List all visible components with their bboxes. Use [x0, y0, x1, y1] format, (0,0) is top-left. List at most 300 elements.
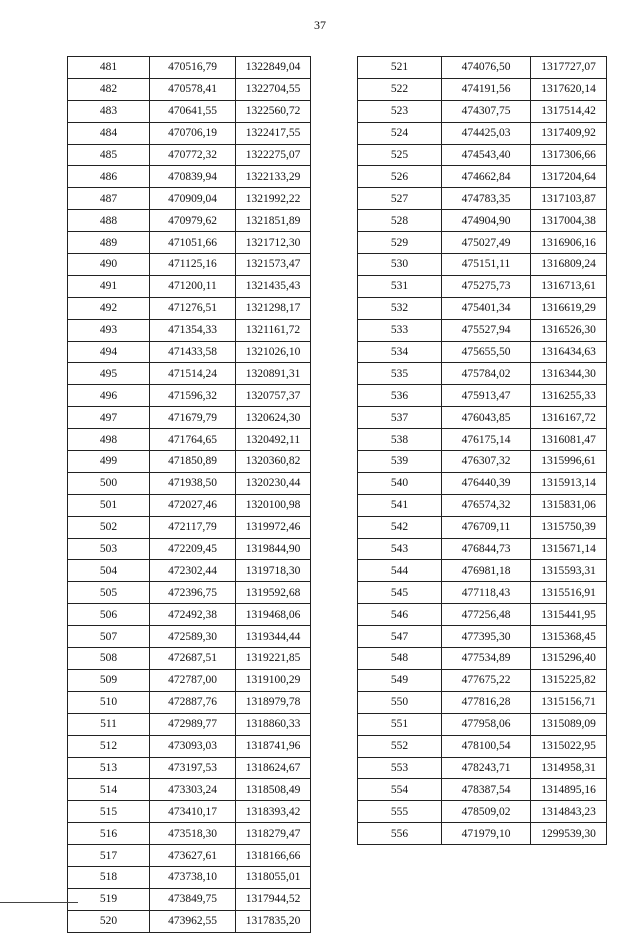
- point-number-cell: 514: [68, 779, 150, 801]
- point-number-cell: 498: [68, 429, 150, 451]
- point-number-cell: 496: [68, 385, 150, 407]
- y-coordinate-cell: 1315368,45: [531, 626, 607, 648]
- table-row: [358, 363, 607, 385]
- table-row: [358, 735, 607, 757]
- x-coordinate-cell: 478387,54: [442, 779, 531, 801]
- y-coordinate-cell: 1320230,44: [236, 472, 311, 494]
- y-coordinate-cell: 1315750,39: [531, 516, 607, 538]
- table-row: [358, 166, 607, 188]
- table-row: [68, 144, 311, 166]
- y-coordinate-cell: 1318279,47: [236, 823, 311, 845]
- x-coordinate-cell: 472787,00: [150, 669, 236, 691]
- table-row: [358, 626, 607, 648]
- y-coordinate-cell: 1320757,37: [236, 385, 311, 407]
- x-coordinate-cell: 473410,17: [150, 801, 236, 823]
- table-row: [68, 210, 311, 232]
- point-number-cell: 487: [68, 188, 150, 210]
- x-coordinate-cell: 475027,49: [442, 232, 531, 254]
- point-number-cell: 549: [358, 669, 442, 691]
- point-number-cell: 543: [358, 538, 442, 560]
- table-row: [358, 516, 607, 538]
- table-row: [358, 560, 607, 582]
- table-row: [68, 275, 311, 297]
- table-row: [68, 100, 311, 122]
- x-coordinate-cell: 470578,41: [150, 78, 236, 100]
- table-row: [68, 735, 311, 757]
- table-row: [68, 823, 311, 845]
- table-row: [68, 801, 311, 823]
- table-row: [358, 275, 607, 297]
- point-number-cell: 555: [358, 801, 442, 823]
- x-coordinate-cell: 476440,39: [442, 472, 531, 494]
- y-coordinate-cell: 1314958,31: [531, 757, 607, 779]
- x-coordinate-cell: 471200,11: [150, 275, 236, 297]
- table-row: [68, 385, 311, 407]
- x-coordinate-cell: 472492,38: [150, 604, 236, 626]
- y-coordinate-cell: 1315296,40: [531, 648, 607, 670]
- x-coordinate-cell: 477256,48: [442, 604, 531, 626]
- table-row: [68, 254, 311, 276]
- point-number-cell: 536: [358, 385, 442, 407]
- table-row: [358, 144, 607, 166]
- y-coordinate-cell: 1316344,30: [531, 363, 607, 385]
- point-number-cell: 548: [358, 648, 442, 670]
- y-coordinate-cell: 1316713,61: [531, 275, 607, 297]
- point-number-cell: 504: [68, 560, 150, 582]
- point-number-cell: 500: [68, 472, 150, 494]
- y-coordinate-cell: 1316619,29: [531, 297, 607, 319]
- y-coordinate-cell: 1318055,01: [236, 866, 311, 888]
- point-number-cell: 509: [68, 669, 150, 691]
- y-coordinate-cell: 1317514,42: [531, 100, 607, 122]
- x-coordinate-cell: 478509,02: [442, 801, 531, 823]
- y-coordinate-cell: 1314843,23: [531, 801, 607, 823]
- point-number-cell: 526: [358, 166, 442, 188]
- x-coordinate-cell: 477534,89: [442, 648, 531, 670]
- point-number-cell: 485: [68, 144, 150, 166]
- y-coordinate-cell: 1322133,29: [236, 166, 311, 188]
- y-coordinate-cell: 1322417,55: [236, 122, 311, 144]
- y-coordinate-cell: 1317306,66: [531, 144, 607, 166]
- point-number-cell: 533: [358, 319, 442, 341]
- y-coordinate-cell: 1319972,46: [236, 516, 311, 538]
- table-row: [358, 801, 607, 823]
- point-number-cell: 506: [68, 604, 150, 626]
- table-row: [68, 341, 311, 363]
- table-row: [68, 363, 311, 385]
- y-coordinate-cell: 1316081,47: [531, 429, 607, 451]
- table-row: [358, 669, 607, 691]
- table-row: [68, 626, 311, 648]
- x-coordinate-cell: 475151,11: [442, 254, 531, 276]
- point-number-cell: 527: [358, 188, 442, 210]
- x-coordinate-cell: 471354,33: [150, 319, 236, 341]
- point-number-cell: 537: [358, 407, 442, 429]
- x-coordinate-cell: 477958,06: [442, 713, 531, 735]
- point-number-cell: 545: [358, 582, 442, 604]
- y-coordinate-cell: 1317727,07: [531, 57, 607, 79]
- y-coordinate-cell: 1320360,82: [236, 451, 311, 473]
- point-number-cell: 531: [358, 275, 442, 297]
- y-coordinate-cell: 1316167,72: [531, 407, 607, 429]
- x-coordinate-cell: 472589,30: [150, 626, 236, 648]
- y-coordinate-cell: 1319468,06: [236, 604, 311, 626]
- table-row: [358, 823, 607, 845]
- table-row: [68, 122, 311, 144]
- x-coordinate-cell: 471514,24: [150, 363, 236, 385]
- point-number-cell: 505: [68, 582, 150, 604]
- table-row: [358, 385, 607, 407]
- x-coordinate-cell: 472887,76: [150, 691, 236, 713]
- x-coordinate-cell: 476981,18: [442, 560, 531, 582]
- table-row: [68, 407, 311, 429]
- point-number-cell: 532: [358, 297, 442, 319]
- point-number-cell: 546: [358, 604, 442, 626]
- point-number-cell: 528: [358, 210, 442, 232]
- y-coordinate-cell: 1319718,30: [236, 560, 311, 582]
- point-number-cell: 481: [68, 57, 150, 79]
- coordinates-table-left: [67, 56, 311, 933]
- point-number-cell: 554: [358, 779, 442, 801]
- point-number-cell: 516: [68, 823, 150, 845]
- point-number-cell: 503: [68, 538, 150, 560]
- y-coordinate-cell: 1318979,78: [236, 691, 311, 713]
- x-coordinate-cell: 476844,73: [442, 538, 531, 560]
- table-row: [358, 451, 607, 473]
- y-coordinate-cell: 1320624,30: [236, 407, 311, 429]
- table-row: [358, 122, 607, 144]
- table-row: [358, 297, 607, 319]
- y-coordinate-cell: 1320492,11: [236, 429, 311, 451]
- table-row: [68, 604, 311, 626]
- table-row: [68, 845, 311, 867]
- y-coordinate-cell: 1299539,30: [531, 823, 607, 845]
- point-number-cell: 544: [358, 560, 442, 582]
- point-number-cell: 488: [68, 210, 150, 232]
- point-number-cell: 525: [358, 144, 442, 166]
- x-coordinate-cell: 476307,32: [442, 451, 531, 473]
- y-coordinate-cell: 1320891,31: [236, 363, 311, 385]
- y-coordinate-cell: 1318393,42: [236, 801, 311, 823]
- x-coordinate-cell: 471433,58: [150, 341, 236, 363]
- y-coordinate-cell: 1319844,90: [236, 538, 311, 560]
- y-coordinate-cell: 1317620,14: [531, 78, 607, 100]
- x-coordinate-cell: 473093,03: [150, 735, 236, 757]
- table-row: [68, 779, 311, 801]
- x-coordinate-cell: 472989,77: [150, 713, 236, 735]
- x-coordinate-cell: 472209,45: [150, 538, 236, 560]
- y-coordinate-cell: 1318860,33: [236, 713, 311, 735]
- y-coordinate-cell: 1316255,33: [531, 385, 607, 407]
- table-row: [68, 297, 311, 319]
- y-coordinate-cell: 1317204,64: [531, 166, 607, 188]
- point-number-cell: 499: [68, 451, 150, 473]
- point-number-cell: 530: [358, 254, 442, 276]
- table-row: [68, 494, 311, 516]
- y-coordinate-cell: 1320100,98: [236, 494, 311, 516]
- x-coordinate-cell: 473738,10: [150, 866, 236, 888]
- y-coordinate-cell: 1321851,89: [236, 210, 311, 232]
- y-coordinate-cell: 1322560,72: [236, 100, 311, 122]
- point-number-cell: 508: [68, 648, 150, 670]
- y-coordinate-cell: 1319221,85: [236, 648, 311, 670]
- y-coordinate-cell: 1315225,82: [531, 669, 607, 691]
- point-number-cell: 524: [358, 122, 442, 144]
- table-row: [68, 669, 311, 691]
- x-coordinate-cell: 470909,04: [150, 188, 236, 210]
- table-row: [68, 57, 311, 79]
- point-number-cell: 490: [68, 254, 150, 276]
- point-number-cell: 483: [68, 100, 150, 122]
- x-coordinate-cell: 477816,28: [442, 691, 531, 713]
- point-number-cell: 519: [68, 888, 150, 910]
- x-coordinate-cell: 474543,40: [442, 144, 531, 166]
- point-number-cell: 517: [68, 845, 150, 867]
- table-row: [358, 407, 607, 429]
- table-row: [358, 691, 607, 713]
- point-number-cell: 493: [68, 319, 150, 341]
- y-coordinate-cell: 1322849,04: [236, 57, 311, 79]
- point-number-cell: 550: [358, 691, 442, 713]
- point-number-cell: 501: [68, 494, 150, 516]
- x-coordinate-cell: 471596,32: [150, 385, 236, 407]
- x-coordinate-cell: 471938,50: [150, 472, 236, 494]
- point-number-cell: 484: [68, 122, 150, 144]
- x-coordinate-cell: 470641,55: [150, 100, 236, 122]
- y-coordinate-cell: 1321573,47: [236, 254, 311, 276]
- x-coordinate-cell: 474307,75: [442, 100, 531, 122]
- y-coordinate-cell: 1316434,63: [531, 341, 607, 363]
- page-number: 37: [314, 18, 326, 32]
- table-row: [358, 713, 607, 735]
- y-coordinate-cell: 1315996,61: [531, 451, 607, 473]
- point-number-cell: 522: [358, 78, 442, 100]
- table-row: [68, 472, 311, 494]
- point-number-cell: 495: [68, 363, 150, 385]
- x-coordinate-cell: 471850,89: [150, 451, 236, 473]
- table-row: [358, 254, 607, 276]
- x-coordinate-cell: 472687,51: [150, 648, 236, 670]
- table-row: [68, 560, 311, 582]
- point-number-cell: 507: [68, 626, 150, 648]
- point-number-cell: 547: [358, 626, 442, 648]
- x-coordinate-cell: 474662,84: [442, 166, 531, 188]
- x-coordinate-cell: 475527,94: [442, 319, 531, 341]
- point-number-cell: 482: [68, 78, 150, 100]
- table-row: [358, 779, 607, 801]
- point-number-cell: 553: [358, 757, 442, 779]
- x-coordinate-cell: 473627,61: [150, 845, 236, 867]
- table-row: [68, 713, 311, 735]
- table-row: [358, 604, 607, 626]
- coordinates-table-right: [357, 56, 607, 845]
- x-coordinate-cell: 471051,66: [150, 232, 236, 254]
- x-coordinate-cell: 473197,53: [150, 757, 236, 779]
- x-coordinate-cell: 474904,90: [442, 210, 531, 232]
- table-row: [68, 232, 311, 254]
- y-coordinate-cell: 1319100,29: [236, 669, 311, 691]
- table-row: [358, 188, 607, 210]
- table-row: [358, 648, 607, 670]
- x-coordinate-cell: 470839,94: [150, 166, 236, 188]
- x-coordinate-cell: 475655,50: [442, 341, 531, 363]
- y-coordinate-cell: 1321298,17: [236, 297, 311, 319]
- table-row: [358, 319, 607, 341]
- table-row: [68, 757, 311, 779]
- table-row: [68, 78, 311, 100]
- table-row: [68, 516, 311, 538]
- table-row: [358, 429, 607, 451]
- y-coordinate-cell: 1321712,30: [236, 232, 311, 254]
- y-coordinate-cell: 1314895,16: [531, 779, 607, 801]
- y-coordinate-cell: 1317835,20: [236, 910, 311, 932]
- table-row: [358, 232, 607, 254]
- y-coordinate-cell: 1315831,06: [531, 494, 607, 516]
- point-number-cell: 552: [358, 735, 442, 757]
- x-coordinate-cell: 475401,34: [442, 297, 531, 319]
- y-coordinate-cell: 1321992,22: [236, 188, 311, 210]
- x-coordinate-cell: 472396,75: [150, 582, 236, 604]
- y-coordinate-cell: 1315913,14: [531, 472, 607, 494]
- y-coordinate-cell: 1316526,30: [531, 319, 607, 341]
- x-coordinate-cell: 476175,14: [442, 429, 531, 451]
- x-coordinate-cell: 470772,32: [150, 144, 236, 166]
- point-number-cell: 497: [68, 407, 150, 429]
- x-coordinate-cell: 471764,65: [150, 429, 236, 451]
- x-coordinate-cell: 471979,10: [442, 823, 531, 845]
- x-coordinate-cell: 470516,79: [150, 57, 236, 79]
- point-number-cell: 510: [68, 691, 150, 713]
- y-coordinate-cell: 1318166,66: [236, 845, 311, 867]
- x-coordinate-cell: 477675,22: [442, 669, 531, 691]
- point-number-cell: 492: [68, 297, 150, 319]
- point-number-cell: 515: [68, 801, 150, 823]
- x-coordinate-cell: 471125,16: [150, 254, 236, 276]
- x-coordinate-cell: 474076,50: [442, 57, 531, 79]
- x-coordinate-cell: 470706,19: [150, 122, 236, 144]
- table-row: [68, 648, 311, 670]
- point-number-cell: 535: [358, 363, 442, 385]
- point-number-cell: 540: [358, 472, 442, 494]
- point-number-cell: 521: [358, 57, 442, 79]
- y-coordinate-cell: 1318741,96: [236, 735, 311, 757]
- table-row: [358, 472, 607, 494]
- y-coordinate-cell: 1317944,52: [236, 888, 311, 910]
- point-number-cell: 556: [358, 823, 442, 845]
- y-coordinate-cell: 1315441,95: [531, 604, 607, 626]
- point-number-cell: 494: [68, 341, 150, 363]
- footnote-rule: [0, 902, 78, 903]
- x-coordinate-cell: 473849,75: [150, 888, 236, 910]
- y-coordinate-cell: 1321026,10: [236, 341, 311, 363]
- point-number-cell: 551: [358, 713, 442, 735]
- y-coordinate-cell: 1315671,14: [531, 538, 607, 560]
- y-coordinate-cell: 1315089,09: [531, 713, 607, 735]
- point-number-cell: 491: [68, 275, 150, 297]
- table-row: [68, 538, 311, 560]
- x-coordinate-cell: 471276,51: [150, 297, 236, 319]
- table-row: [68, 166, 311, 188]
- x-coordinate-cell: 474425,03: [442, 122, 531, 144]
- table-row: [68, 319, 311, 341]
- table-row: [358, 757, 607, 779]
- table-row: [68, 866, 311, 888]
- table-row: [68, 429, 311, 451]
- y-coordinate-cell: 1319592,68: [236, 582, 311, 604]
- x-coordinate-cell: 471679,79: [150, 407, 236, 429]
- point-number-cell: 518: [68, 866, 150, 888]
- table-row: [358, 538, 607, 560]
- table-row: [68, 582, 311, 604]
- x-coordinate-cell: 476043,85: [442, 407, 531, 429]
- y-coordinate-cell: 1321161,72: [236, 319, 311, 341]
- x-coordinate-cell: 477118,43: [442, 582, 531, 604]
- table-row: [68, 888, 311, 910]
- x-coordinate-cell: 472117,79: [150, 516, 236, 538]
- table-row: [68, 188, 311, 210]
- point-number-cell: 534: [358, 341, 442, 363]
- y-coordinate-cell: 1316809,24: [531, 254, 607, 276]
- x-coordinate-cell: 477395,30: [442, 626, 531, 648]
- point-number-cell: 513: [68, 757, 150, 779]
- point-number-cell: 539: [358, 451, 442, 473]
- y-coordinate-cell: 1322704,55: [236, 78, 311, 100]
- point-number-cell: 511: [68, 713, 150, 735]
- y-coordinate-cell: 1317103,87: [531, 188, 607, 210]
- point-number-cell: 538: [358, 429, 442, 451]
- table-row: [358, 210, 607, 232]
- x-coordinate-cell: 475275,73: [442, 275, 531, 297]
- y-coordinate-cell: 1317409,92: [531, 122, 607, 144]
- point-number-cell: 542: [358, 516, 442, 538]
- x-coordinate-cell: 472027,46: [150, 494, 236, 516]
- y-coordinate-cell: 1316906,16: [531, 232, 607, 254]
- table-row: [358, 494, 607, 516]
- point-number-cell: 529: [358, 232, 442, 254]
- y-coordinate-cell: 1318624,67: [236, 757, 311, 779]
- y-coordinate-cell: 1315022,95: [531, 735, 607, 757]
- point-number-cell: 541: [358, 494, 442, 516]
- x-coordinate-cell: 473518,30: [150, 823, 236, 845]
- table-row: [358, 57, 607, 79]
- table-row: [68, 910, 311, 932]
- table-row: [68, 451, 311, 473]
- x-coordinate-cell: 473962,55: [150, 910, 236, 932]
- x-coordinate-cell: 478243,71: [442, 757, 531, 779]
- table-row: [358, 78, 607, 100]
- x-coordinate-cell: 476574,32: [442, 494, 531, 516]
- x-coordinate-cell: 474783,35: [442, 188, 531, 210]
- y-coordinate-cell: 1319344,44: [236, 626, 311, 648]
- y-coordinate-cell: 1322275,07: [236, 144, 311, 166]
- table-row: [358, 341, 607, 363]
- x-coordinate-cell: 478100,54: [442, 735, 531, 757]
- y-coordinate-cell: 1321435,43: [236, 275, 311, 297]
- x-coordinate-cell: 476709,11: [442, 516, 531, 538]
- x-coordinate-cell: 470979,62: [150, 210, 236, 232]
- y-coordinate-cell: 1315516,91: [531, 582, 607, 604]
- y-coordinate-cell: 1315593,31: [531, 560, 607, 582]
- x-coordinate-cell: 472302,44: [150, 560, 236, 582]
- table-row: [358, 582, 607, 604]
- x-coordinate-cell: 475913,47: [442, 385, 531, 407]
- point-number-cell: 512: [68, 735, 150, 757]
- point-number-cell: 486: [68, 166, 150, 188]
- x-coordinate-cell: 475784,02: [442, 363, 531, 385]
- point-number-cell: 523: [358, 100, 442, 122]
- table-row: [358, 100, 607, 122]
- point-number-cell: 520: [68, 910, 150, 932]
